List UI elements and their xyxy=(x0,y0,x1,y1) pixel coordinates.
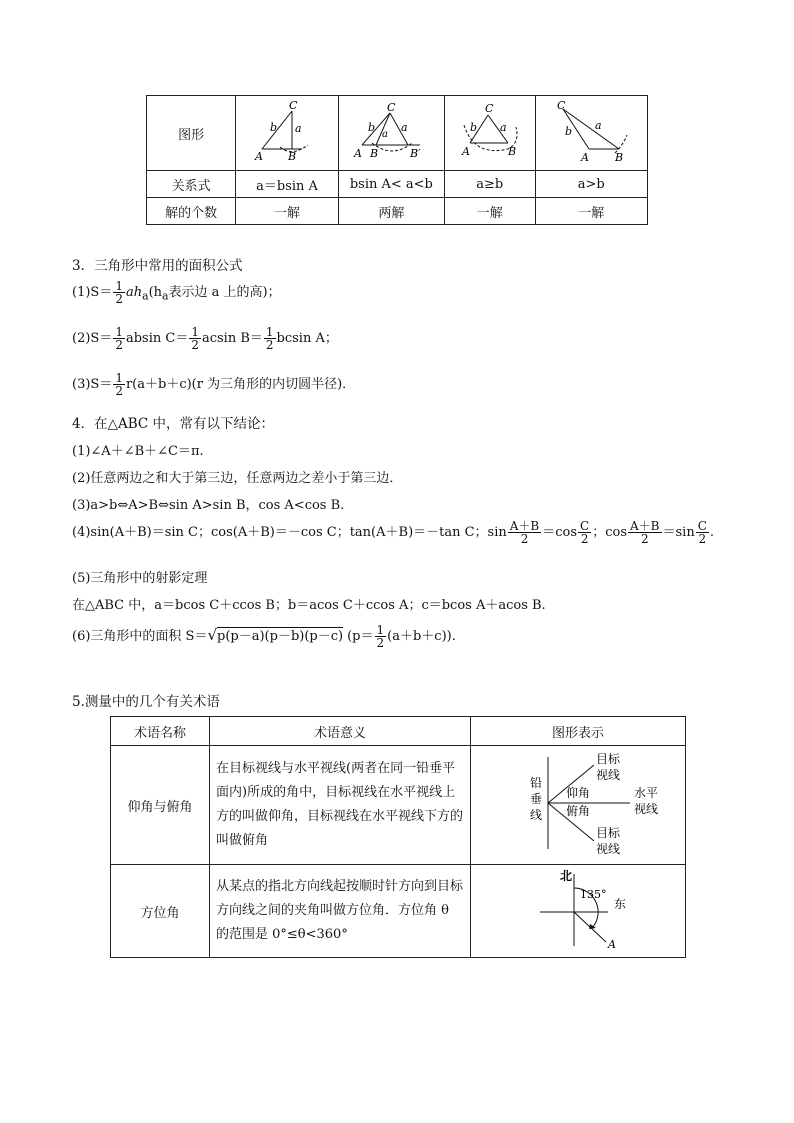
f2-term-2: acsin B＝ xyxy=(201,331,263,346)
row-label-relation: 关系式 xyxy=(147,171,236,198)
frac-den: 2 xyxy=(640,532,649,546)
row-label-figure: 图形 xyxy=(147,96,236,171)
frac-den: 2 xyxy=(191,338,199,352)
section-5-title: 5.测量中的几个有关术语 xyxy=(72,694,220,710)
fig1-label-xian: 线 xyxy=(530,808,543,822)
conclusion-5-title: (5)三角形中的射影定理 xyxy=(72,571,208,586)
term-elevation-depression: 仰角与俯角 xyxy=(111,746,210,865)
f1-pre: (1)S＝ xyxy=(72,285,113,300)
relation-2: bsin A< a<b xyxy=(338,171,444,198)
count-4: 一解 xyxy=(535,198,647,225)
f2-pre: (2)S＝ xyxy=(72,331,113,346)
f1-label-B: B xyxy=(288,150,297,163)
l4-part-e: . xyxy=(709,525,715,540)
f1-label-a: a xyxy=(295,122,302,135)
survey-terms-table xyxy=(110,716,686,958)
triangle-figure-1 xyxy=(242,99,332,167)
fraction-half xyxy=(375,624,387,649)
conclusion-6 xyxy=(72,624,456,649)
conclusion-5-body: 在△ABC 中，a＝bcos C＋ccos B；b＝acos C＋ccos A；c＝bcos A＋acos B. xyxy=(72,598,546,613)
f4-label-a: a xyxy=(595,119,602,132)
f2-label-B-prime: B′ xyxy=(410,147,421,160)
meaning-elevation-depression: 在目标视线与水平视线(两者在同一铅垂平面内)所成的角中，目标视线在水平视线上方的叫做仰角，目标视线在水平视线下方的叫做俯角 xyxy=(210,746,471,865)
f3-post: r(a＋b＋c)(r 为三角形的内切圆半径)． xyxy=(125,377,356,392)
fraction-half xyxy=(113,326,125,351)
fig1-label-sight3: 视线 xyxy=(596,842,621,856)
f1-label-b: b xyxy=(270,121,278,134)
f2-term-1: absin C＝ xyxy=(125,331,189,346)
frac-num: C xyxy=(580,519,590,533)
l4-part-d: ＝sin xyxy=(662,525,695,540)
fig1-label-chui: 垂 xyxy=(530,792,543,806)
frac-den: 2 xyxy=(265,338,274,352)
fig2-label-north: 北 xyxy=(560,869,573,883)
triangle-figure-2 xyxy=(346,99,436,167)
fig1-label-target1: 目标 xyxy=(596,752,621,766)
frac-num: 1 xyxy=(115,325,123,339)
f1-tail: (h xyxy=(148,285,163,300)
fig2-label-135: 135° xyxy=(580,888,607,901)
fig1-label-depression: 俯角 xyxy=(566,804,591,818)
conclusion-4 xyxy=(72,520,714,545)
l4-part-b: ＝cos xyxy=(542,525,578,540)
f2-label-a2: a xyxy=(401,121,408,134)
count-1: 一解 xyxy=(236,198,338,225)
triangle-figure-4 xyxy=(541,99,641,167)
figure-a-gt-b xyxy=(535,96,647,171)
fraction-c-over-2 xyxy=(696,520,709,545)
f3-pre: (3)S＝ xyxy=(72,377,113,392)
f2-label-b: b xyxy=(368,121,376,134)
count-2: 两解 xyxy=(338,198,444,225)
relation-1: a＝bsin A xyxy=(236,171,338,198)
f2-label-C: C xyxy=(387,101,396,114)
triangle-solutions-table xyxy=(146,95,648,225)
frac-num: 1 xyxy=(115,279,123,293)
frac-den: 2 xyxy=(698,532,707,546)
f4-label-B: B xyxy=(615,151,624,164)
section-4-title: 4．在△ABC 中，常有以下结论： xyxy=(72,416,275,432)
frac-den: 2 xyxy=(115,292,123,306)
triangle-figure-3 xyxy=(450,99,530,167)
area-formula-3 xyxy=(72,372,355,397)
f4-label-b: b xyxy=(565,125,573,138)
f1-tail-sub: a xyxy=(162,289,169,303)
f2-label-B: B xyxy=(370,147,379,160)
figure-elevation-depression xyxy=(471,746,686,865)
conclusion-3: (3)a>b⇔A>B⇔sin A>sin B，cos A<cos B. xyxy=(72,498,345,513)
fig1-label-target2: 目标 xyxy=(596,826,621,840)
figure-a-ge-b xyxy=(445,96,536,171)
fig1-label-qian: 铅 xyxy=(530,776,543,790)
frac-num: 1 xyxy=(191,325,199,339)
frac-den: 2 xyxy=(520,532,529,546)
l6-part-c: (a＋b＋c)). xyxy=(387,629,456,644)
fig2-label-east: 东 xyxy=(614,897,627,911)
header-term-name: 术语名称 xyxy=(111,717,210,746)
l4-part-a: (4)sin(A＋B)＝sin C；cos(A＋B)＝－cos C；tan(A＋B)＝－tan C；sin xyxy=(72,525,507,540)
f1-post: ah xyxy=(125,285,143,300)
elevation-depression-diagram xyxy=(478,747,678,859)
fig1-label-horizontal: 水平 xyxy=(634,786,659,800)
fraction-half xyxy=(113,280,125,305)
f4-label-A: A xyxy=(581,151,590,164)
figure-azimuth xyxy=(471,865,686,958)
frac-num: A＋B xyxy=(509,519,540,533)
fraction-a-plus-b-over-2 xyxy=(628,520,662,545)
f3-label-b: b xyxy=(469,121,477,134)
frac-den: 2 xyxy=(115,338,123,352)
azimuth-diagram xyxy=(478,866,678,952)
l6-part-a: (6)三角形中的面积 S＝ xyxy=(72,629,208,644)
frac-den: 2 xyxy=(115,384,123,398)
fig1-label-elevation: 仰角 xyxy=(566,786,591,800)
l4-part-c: ；cos xyxy=(592,525,628,540)
f1-sub: a xyxy=(142,289,149,303)
area-formula-2 xyxy=(72,326,338,351)
header-term-meaning: 术语意义 xyxy=(210,717,471,746)
frac-num: 1 xyxy=(376,623,385,637)
frac-num: A＋B xyxy=(630,519,660,533)
f3-label-A: A xyxy=(461,145,470,158)
fraction-a-plus-b-over-2 xyxy=(508,520,542,545)
area-formula-1 xyxy=(72,280,281,305)
frac-den: 2 xyxy=(376,636,385,650)
f1-label-C: C xyxy=(289,99,298,112)
term-azimuth: 方位角 xyxy=(111,865,210,958)
f3-label-B: B xyxy=(507,145,516,158)
frac-den: 2 xyxy=(580,532,589,546)
fig1-label-sight1: 视线 xyxy=(596,768,621,782)
fraction-half xyxy=(113,372,125,397)
fraction-half xyxy=(264,326,276,351)
meaning-azimuth: 从某点的指北方向线起按顺时针方向到目标方向线之间的夹角叫做方位角．方位角 θ 的范围是 0°≤θ<360° xyxy=(210,865,471,958)
f2-label-A: A xyxy=(354,147,363,160)
frac-num: C xyxy=(697,519,707,533)
frac-num: 1 xyxy=(115,371,123,385)
fig2-label-A: A xyxy=(608,938,616,951)
fraction-half xyxy=(189,326,201,351)
frac-num: 1 xyxy=(265,325,274,339)
relation-4: a>b xyxy=(535,171,647,198)
l6-sqrt-content: p(p－a)(p－b)(p－c) xyxy=(217,629,344,644)
section-3-title: 3．三角形中常用的面积公式 xyxy=(72,258,243,274)
f1-tail-end: 表示边 a 上的高)； xyxy=(168,285,281,300)
figure-one-solution-right xyxy=(236,96,338,171)
conclusion-2: (2)任意两边之和大于第三边，任意两边之差小于第三边． xyxy=(72,471,403,486)
fraction-c-over-2 xyxy=(578,520,591,545)
f1-label-A: A xyxy=(255,150,263,163)
count-3: 一解 xyxy=(445,198,536,225)
header-term-figure: 图形表示 xyxy=(471,717,686,746)
row-label-count: 解的个数 xyxy=(147,198,236,225)
f3-label-C: C xyxy=(484,102,494,115)
fig1-label-sight2: 视线 xyxy=(634,802,659,816)
f4-label-C: C xyxy=(557,99,566,112)
f3-label-a: a xyxy=(499,121,507,134)
sqrt-icon: √ xyxy=(207,626,218,644)
figure-two-solutions xyxy=(338,96,444,171)
relation-3: a≥b xyxy=(445,171,536,198)
f2-term-3: bcsin A； xyxy=(276,331,338,346)
l6-part-b: (p＝ xyxy=(347,629,374,644)
f2-label-a1: a xyxy=(382,129,389,140)
conclusion-1: (1)∠A＋∠B＋∠C＝π. xyxy=(72,444,204,459)
